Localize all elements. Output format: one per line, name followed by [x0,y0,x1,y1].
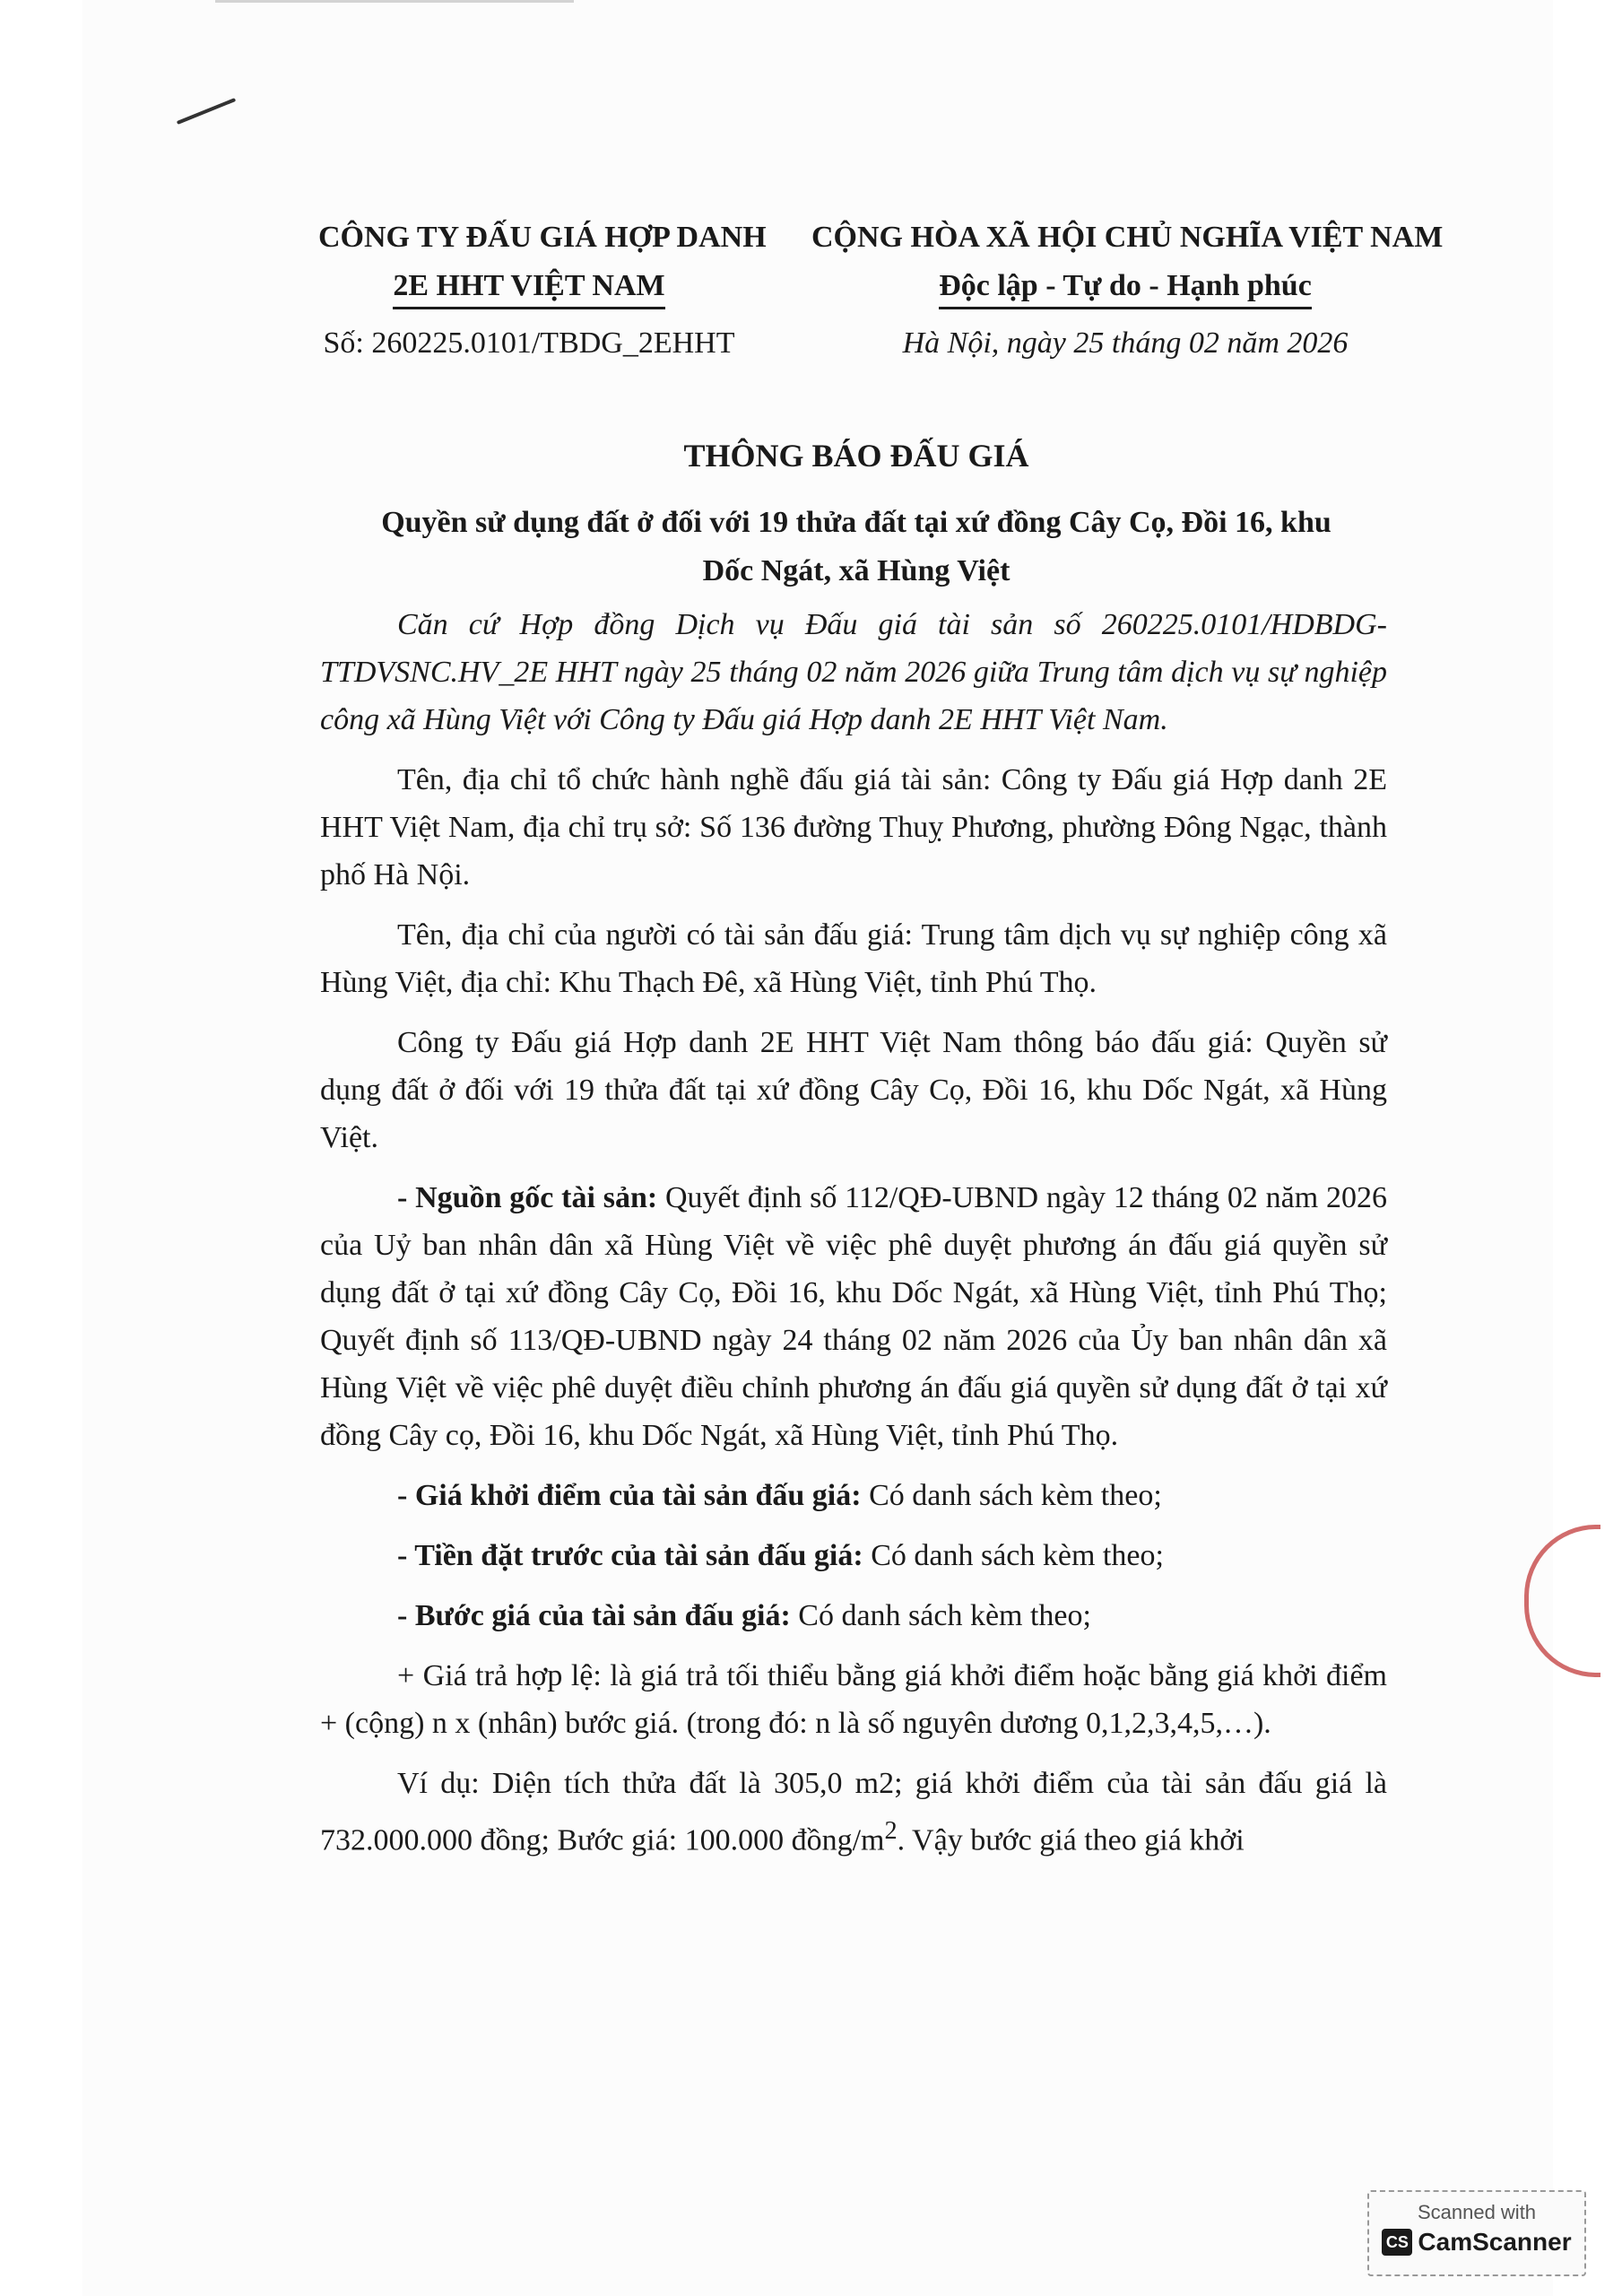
step-paragraph [320,1592,1387,1639]
header-national [811,213,1444,368]
country-name: CỘNG HÒA XÃ HỘI CHỦ NGHĨA VIỆT NAM [811,221,1444,254]
document-title: THÔNG BÁO ĐẤU GIÁ [683,438,1029,474]
top-edge-scrap [215,0,574,10]
subtitle-line2: Dốc Ngát, xã Hùng Việt [702,554,1010,587]
header-organization [318,213,767,368]
start-price-label: - Giá khởi điểm của tài sản đấu giá: [397,1479,862,1512]
document-date: Hà Nội, ngày 25 tháng 02 năm 2026 [902,326,1349,360]
national-motto: Độc lập - Tự do - Hạnh phúc [939,265,1312,309]
document-body [320,601,1387,1876]
org-name-line1: CÔNG TY ĐẤU GIÁ HỢP DANH [318,221,767,254]
valid-bid-paragraph: + Giá trả hợp lệ: là giá trả tối thiểu bằng giá khởi điểm hoặc bằng giá khởi điểm + (cộng) n x (nhân) bước giá. (trong đó: n là số nguyên dương 0,1,2,3,4,5,…). [320,1659,1387,1740]
start-price-paragraph [320,1472,1387,1519]
origin-label: - Nguồn gốc tài sản: [397,1181,658,1214]
announcement-paragraph: Công ty Đấu giá Hợp danh 2E HHT Việt Nam thông báo đấu giá: Quyền sử dụng đất ở đối với 19 thửa đất tại xứ đồng Cây Cọ, Đồi 16, khu Dốc Ngát, xã Hùng Việt. [320,1026,1387,1154]
document-number: Số: 260225.0101/TBDG_2EHHT [323,326,735,360]
document-subtitle [318,499,1394,596]
example-tail: . Vậy bước giá theo giá khởi [897,1823,1245,1857]
step-label: - Bước giá của tài sản đấu giá: [397,1599,791,1632]
camscanner-watermark [1367,2190,1586,2276]
origin-paragraph [320,1174,1387,1459]
deposit-paragraph [320,1532,1387,1579]
watermark-caption: Scanned with [1417,2201,1537,2223]
start-price-text: Có danh sách kèm theo; [861,1479,1162,1512]
example-paragraph [320,1760,1387,1864]
watermark-brand: CamScanner [1418,2228,1572,2256]
deposit-label: - Tiền đặt trước của tài sản đấu giá: [397,1539,863,1572]
subtitle-line1: Quyền sử dụng đất ở đối với 19 thửa đất tại xứ đồng Cây Cọ, Đồi 16, khu [381,506,1331,539]
owner-paragraph: Tên, địa chỉ của người có tài sản đấu giá: Trung tâm dịch vụ sự nghiệp công xã Hùng Việt, địa chỉ: Khu Thạch Đê, xã Hùng Việt, tỉnh Phú Thọ. [320,918,1387,999]
origin-text: Quyết định số 112/QĐ-UBND ngày 12 tháng 02 năm 2026 của Uỷ ban nhân dân xã Hùng Việt về việc phê duyệt phương án đấu giá quyền sử dụng đất ở tại xứ đồng Cây Cọ, Đồi 16, khu Dốc Ngát, xã Hùng Việt, tỉnh Phú Thọ; Quyết định số 113/QĐ-UBND ngày 24 tháng 02 năm 2026 của Ủy ban nhân dân xã Hùng Việt về việc phê duyệt điều chỉnh phương án đấu giá quyền sử dụng đất ở tại xứ đồng Cây cọ, Đồi 16, khu Dốc Ngát, xã Hùng Việt, tỉnh Phú Thọ. [320,1181,1387,1452]
example-main: Ví dụ: Diện tích thửa đất là 305,0 m2; giá khởi điểm của tài sản đấu giá là 732.000.000 đồng; Bước giá: 100.000 đồng/m [320,1767,1387,1857]
example-superscript: 2 [884,1817,898,1845]
deposit-text: Có danh sách kèm theo; [863,1539,1164,1572]
step-text: Có danh sách kèm theo; [790,1599,1091,1632]
org-name-line2: 2E HHT VIỆT NAM [393,265,664,309]
basis-paragraph: Căn cứ Hợp đồng Dịch vụ Đấu giá tài sản số 260225.0101/HDBDG-TTDVSNC.HV_2E HHT ngày 25 tháng 02 năm 2026 giữa Trung tâm dịch vụ sự nghiệp công xã Hùng Việt với Công ty Đấu giá Hợp danh 2E HHT Việt Nam. [320,608,1387,736]
camscanner-logo-icon: CS [1382,2229,1412,2256]
auction-org-paragraph: Tên, địa chỉ tổ chức hành nghề đấu giá tài sản: Công ty Đấu giá Hợp danh 2E HHT Việt Nam, địa chỉ trụ sở: Số 136 đường Thuỵ Phương, phường Đông Ngạc, thành phố Hà Nội. [320,763,1387,891]
